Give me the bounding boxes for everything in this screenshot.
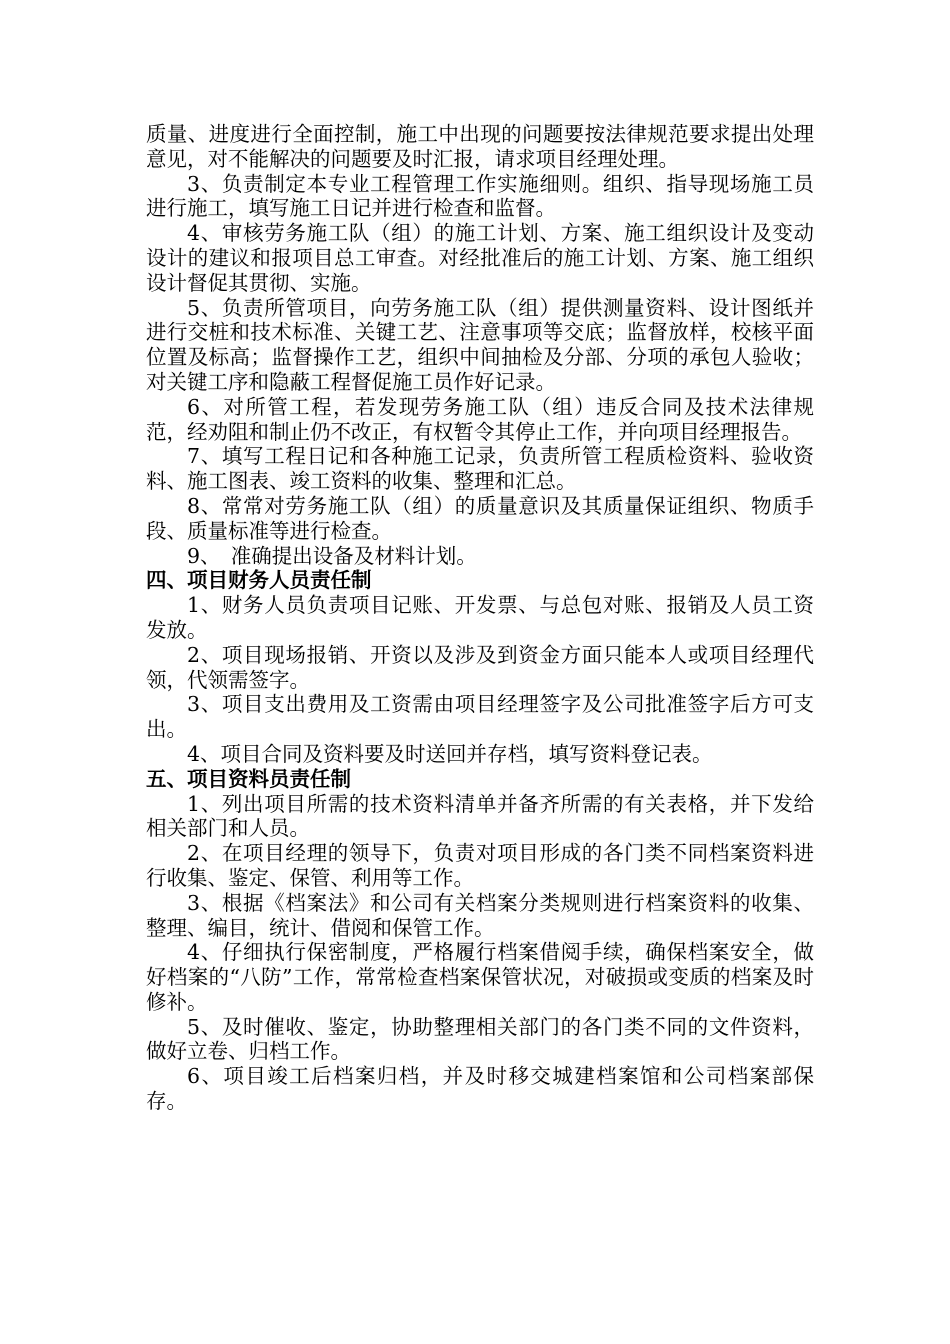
section5-item-5: 5、及时催收、鉴定，协助整理相关部门的各门类不同的文件资料，做好立卷、归档工作。 [146, 1014, 814, 1064]
section3-item-9: 9、 准确提出设备及材料计划。 [187, 543, 477, 568]
section4-item-2: 2、项目现场报销、开资以及涉及到资金方面只能本人或项目经理代领，代领需签字。 [146, 642, 814, 692]
section5-item-6: 6、项目竣工后档案归档，并及时移交城建档案馆和公司档案部保存。 [146, 1064, 814, 1114]
section4-item-4: 4、项目合同及资料要及时送回并存档，填写资料登记表。 [187, 741, 713, 766]
section4-heading: 四、项目财务人员责任制 [146, 568, 372, 593]
section4-item-1: 1、财务人员负责项目记账、开发票、与总包对账、报销及人员工资发放。 [146, 593, 814, 642]
continuation-paragraph: 质量、进度进行全面控制，施工中出现的问题要按法律规范要求提出处理意见，对不能解决的问题要及时汇报，请求项目经理处理。 [146, 122, 814, 171]
section3-item-4: 4、审核劳务施工队（组）的施工计划、方案、施工组织设计及变动设计的建议和报项目总工审查。对经批准后的施工计划、方案、施工组织设计督促其贯彻、实施。 [146, 221, 814, 295]
section5-item-3: 3、根据《档案法》和公司有关档案分类规则进行档案资料的收集、整理、编目，统计、借阅和保管工作。 [146, 890, 814, 940]
section4-item-3: 3、项目支出费用及工资需由项目经理签字及公司批准签字后方可支出。 [146, 692, 814, 742]
section5-item-2: 2、在项目经理的领导下，负责对项目形成的各门类不同档案资料进行收集、鉴定、保管、利用等工作。 [146, 841, 814, 890]
section5-item-1: 1、列出项目所需的技术资料清单并备齐所需的有关表格，并下发给相关部门和人员。 [146, 791, 814, 841]
section3-item-3: 3、负责制定本专业工程管理工作实施细则。组织、指导现场施工员进行施工，填写施工日记并进行检查和监督。 [146, 171, 814, 221]
section3-item-5: 5、负责所管项目，向劳务施工队（组）提供测量资料、设计图纸并进行交桩和技术标准、关键工艺、注意事项等交底；监督放样，校核平面位置及标高；监督操作工艺，组织中间抽检及分部、分项的承包人验收；对关键工序和隐蔽工程督促施工员作好记录。 [146, 295, 814, 394]
section3-item-7: 7、填写工程日记和各种施工记录，负责所管工程质检资料、验收资料、施工图表、竣工资料的收集、整理和汇总。 [146, 444, 814, 494]
section5-heading: 五、项目资料员责任制 [146, 766, 351, 791]
document-page [146, 122, 814, 1114]
section5-item-4: 4、仔细执行保密制度，严格履行档案借阅手续，确保档案安全，做好档案的“八防”工作，常常检查档案保管状况，对破损或变质的档案及时修补。 [146, 940, 814, 1014]
section3-item-8: 8、常常对劳务施工队（组）的质量意识及其质量保证组织、物质手段、质量标准等进行检查。 [146, 493, 814, 543]
section3-item-6: 6、对所管工程，若发现劳务施工队（组）违反合同及技术法律规范，经劝阻和制止仍不改正，有权暂令其停止工作，并向项目经理报告。 [146, 394, 814, 444]
